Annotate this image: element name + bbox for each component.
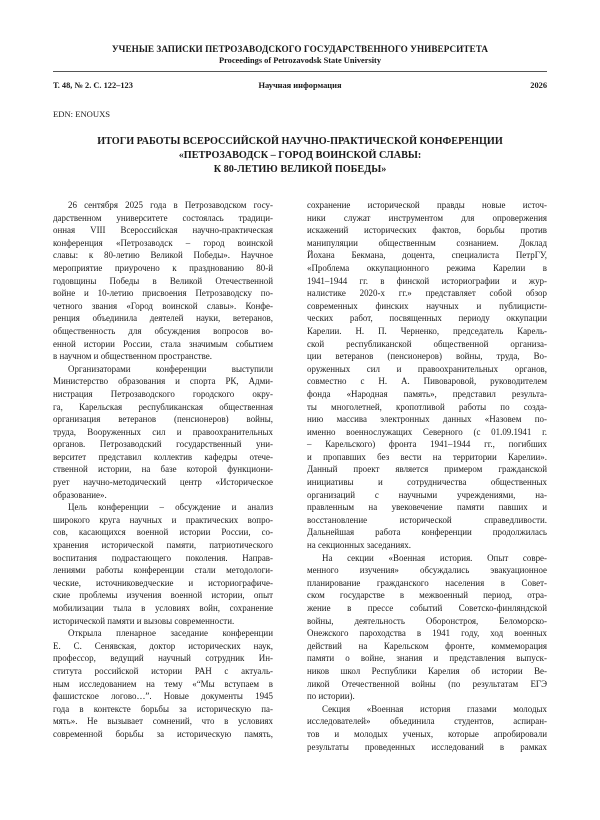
body-text-line: На секции «Военная история. Опыт совре- (322, 552, 547, 563)
body-text-line: ские проблемы изучения военной истории, опыт (53, 590, 273, 601)
body-text-line: общественность для обсуждения вопросов во- (53, 325, 273, 336)
body-text-line: и пропавших без вести на территории Карелии». (307, 451, 547, 462)
body-text-line: фашистское логово…”. Новые документы 1945 (53, 691, 273, 702)
journal-title: УЧЕНЫЕ ЗАПИСКИ ПЕТРОЗАВОДСКОГО ГОСУДАРСТВЕННОГО УНИВЕРСИТЕТА (111, 44, 489, 54)
body-text-line: организация ветеранов (пенсионеров) войны, (53, 414, 273, 425)
body-text-line: конференция «Петрозаводск – город воинской (53, 237, 273, 248)
body-text-line: мероприятие приурочено к празднованию 80-й (53, 262, 273, 273)
body-text-line: 26 сентября 2025 года в Петрозаводском госу- (68, 200, 273, 210)
body-text-line: современной борьбы за историческую память, (53, 728, 273, 739)
body-text-line: рует научно-методический центр «Историческое (53, 477, 273, 488)
body-text-line: исторической памяти и вызовы современности. (53, 615, 235, 626)
article-title-line: К 80-ЛЕТИЮ ВЕЛИКОЙ ПОБЕДЫ» (213, 164, 387, 175)
article-body-left-column (53, 199, 273, 741)
body-text-line: Цель конференции – обсуждение и анализ (68, 502, 273, 513)
article-title-line: «ПЕТРОЗАВОДСК – ГОРОД ВОИНСКОЙ СЛАВЫ: (178, 150, 422, 161)
body-text-line: воспитания подрастающего поколения. Направ- (53, 552, 273, 563)
body-text-line: труда, Вооруженных сил и правоохранительных (53, 426, 273, 437)
body-text-line: восстановление исторической справедливости. (307, 514, 547, 525)
body-text-line: тов и молодых ученых, которые апробировали (307, 728, 547, 739)
body-text-line: Открыла пленарное заседание конференции (68, 628, 273, 639)
body-text-line: в научном и общественном пространстве. (53, 351, 212, 362)
body-text-line: ческих работ, посвященных периоду оккупации (307, 313, 547, 324)
body-text-line: на секционных заседаниях. (307, 540, 411, 551)
body-text-line: ренция объединила деятелей науки, ветеранов, (53, 313, 273, 324)
body-text-line: памяти о войне, знания и представления выпуск- (307, 653, 547, 664)
section-name: Научная информация (258, 81, 342, 90)
body-text-line: искажений исторических фактов, борьбы против (307, 225, 547, 236)
body-text-line: ликой Отечественной войны (по результатам ЕГЭ (307, 678, 547, 689)
body-text-line: профессор, ведущий научный сотрудник Ин- (53, 653, 273, 664)
body-text-line: ском государстве в межвоенный период, отра- (307, 590, 547, 601)
body-text-line: сохранение исторической правды новые источ- (307, 200, 547, 210)
body-text-line: енной истории России, стала значимым событием (53, 338, 273, 349)
body-text-line: жение в прессе событий Советско-финляндской (307, 603, 547, 613)
body-text-line: мобилизации тыла в условиях войн, сохранение (53, 603, 273, 613)
body-text-line: действий на Карельском фронте, коммеморация (307, 640, 547, 651)
body-text-line: дарственном университете состоялась традици- (53, 212, 273, 223)
body-text-line: правленным на увековечение памяти павших и (307, 502, 547, 513)
body-text-line: ным исследованием на тему «“Мы вступаем в (53, 678, 273, 689)
body-text-line: Е. С. Сенявская, доктор исторических наук, (53, 640, 273, 651)
body-text-line: – Карельского) фронта 1941–1944 гг., погибших (307, 439, 547, 450)
body-text-line: мять». Не вызывает сомнений, что в условиях (53, 716, 273, 727)
body-text-line: широкого круга научных и практических вопро- (53, 514, 273, 525)
body-text-line: 1941–1944 гг. в финской историографии и жур- (307, 275, 547, 286)
body-text-line: ты многолетней, кропотливой работы по созда- (307, 401, 547, 412)
body-text-line: планирование гражданского населения в Совет- (307, 577, 547, 588)
body-text-line: оруженных сил и правоохранительных органов, (307, 363, 547, 374)
body-text-line: славы: к 80-летию Великой Победы». Научное (53, 250, 273, 261)
body-text-line: Секция «Военная история глазами молодых (322, 703, 547, 714)
body-text-line: хранения исторической памяти, патриотического (53, 540, 273, 551)
body-text-line: именно военнослужащих Северного (с 01.09.1941 г. (307, 426, 547, 437)
body-text-line: ской республиканской общественной организа- (307, 338, 547, 349)
header-divider (53, 71, 547, 72)
article-body-right-column (307, 199, 547, 753)
body-text-line: налистике 2020-х гг.» представляет собой обзор (307, 288, 547, 299)
body-text-line: годовщины Победы в Великой Отечественной (53, 275, 273, 286)
body-text-line: органов. Петрозаводский государственный уни- (53, 439, 273, 450)
body-text-line: по истории). (307, 691, 355, 702)
body-text-line: исследователей» объединила студентов, аспиран- (307, 716, 547, 727)
body-text-line: менного изучения» обсуждались эвакуационное (307, 565, 547, 576)
journal-subtitle: Proceedings of Petrozavodsk State University (218, 56, 382, 65)
body-text-line: нистрация Петрозаводского городского окру- (53, 388, 273, 399)
body-text-line: современных финских научных и публицисти- (307, 300, 547, 311)
body-text-line: ститута российской истории РАН с актуаль- (53, 665, 273, 676)
body-text-line: Организаторами конференции выступили (68, 363, 273, 374)
body-text-line: га, Карельская республиканская общественная (53, 401, 273, 412)
body-text-line: онная VIII Всероссийская научно-практическая (53, 225, 273, 236)
article-title (0, 135, 600, 177)
article-title-line: ИТОГИ РАБОТЫ ВСЕРОССИЙСКОЙ НАУЧНО-ПРАКТИЧЕСКОЙ КОНФЕРЕНЦИИ (97, 136, 503, 147)
body-text-line: «Проблема оккупационного режима Карелии в (307, 262, 547, 273)
body-text-line: Министерство образования и спорта РК, Адми- (53, 376, 273, 387)
edn-code: EDN: ENOUXS (53, 109, 111, 119)
body-text-line: года в контексте борьбы за историческую па- (53, 703, 273, 714)
body-text-line: фонда «Народная память», представил результа- (307, 388, 547, 399)
volume-info: Т. 48, № 2. С. 122–123 (53, 81, 133, 90)
body-text-line: войне и 10-летию присвоения Петрозаводску по- (53, 288, 273, 299)
body-text-line: войны, деятельность Оборонстроя, Беломорско- (307, 615, 547, 626)
issue-year: 2026 (530, 81, 547, 90)
body-text-line: ственной истории, на базе которой функциони- (53, 464, 273, 475)
body-text-line: лениями работы конференции стали методологи- (53, 565, 273, 576)
body-text-line: четного звания «Город воинской славы». Конфе- (53, 300, 273, 311)
body-text-line: образование». (53, 489, 107, 500)
body-text-line: ции ветеранов (пенсионеров) войны, труда, Во- (307, 351, 547, 362)
body-text-line: Карелии. Н. П. Черненко, председатель Карель- (307, 325, 547, 336)
body-text-line: ники служат инструментом для опровержения (307, 212, 547, 223)
issue-meta-row (53, 81, 547, 93)
body-text-line: Дальнейшая работа конференции продолжилась (307, 527, 547, 538)
body-text-line: ников школ Республики Карелия об истории Ве- (307, 665, 547, 676)
body-text-line: сов, касающихся военной истории России, со- (53, 527, 273, 538)
body-text-line: верситет представил коллектив кафедры отече- (53, 451, 273, 462)
body-text-line: Йохана Бекмана, доцента, специалиста ПетрГУ, (307, 250, 547, 261)
body-text-line: инициативы и сотрудничества общественных (307, 477, 547, 488)
body-text-line: совместно с Н. А. Пивоваровой, руководителем (307, 376, 547, 387)
body-text-line: нию массива электронных данных «Назовем по- (307, 414, 547, 425)
body-text-line: ческие, источниковедческие и историографиче- (53, 577, 273, 588)
body-text-line: организаций с научными учреждениями, на- (307, 489, 547, 500)
body-text-line: результаты проведенных исследований в рамках (307, 741, 547, 752)
body-text-line: Онежского пароходства в 1941 году, ход военных (307, 628, 547, 639)
body-text-line: манипуляции общественным сознанием. Доклад (307, 237, 547, 248)
body-text-line: Данный проект является примером гражданской (307, 464, 547, 475)
